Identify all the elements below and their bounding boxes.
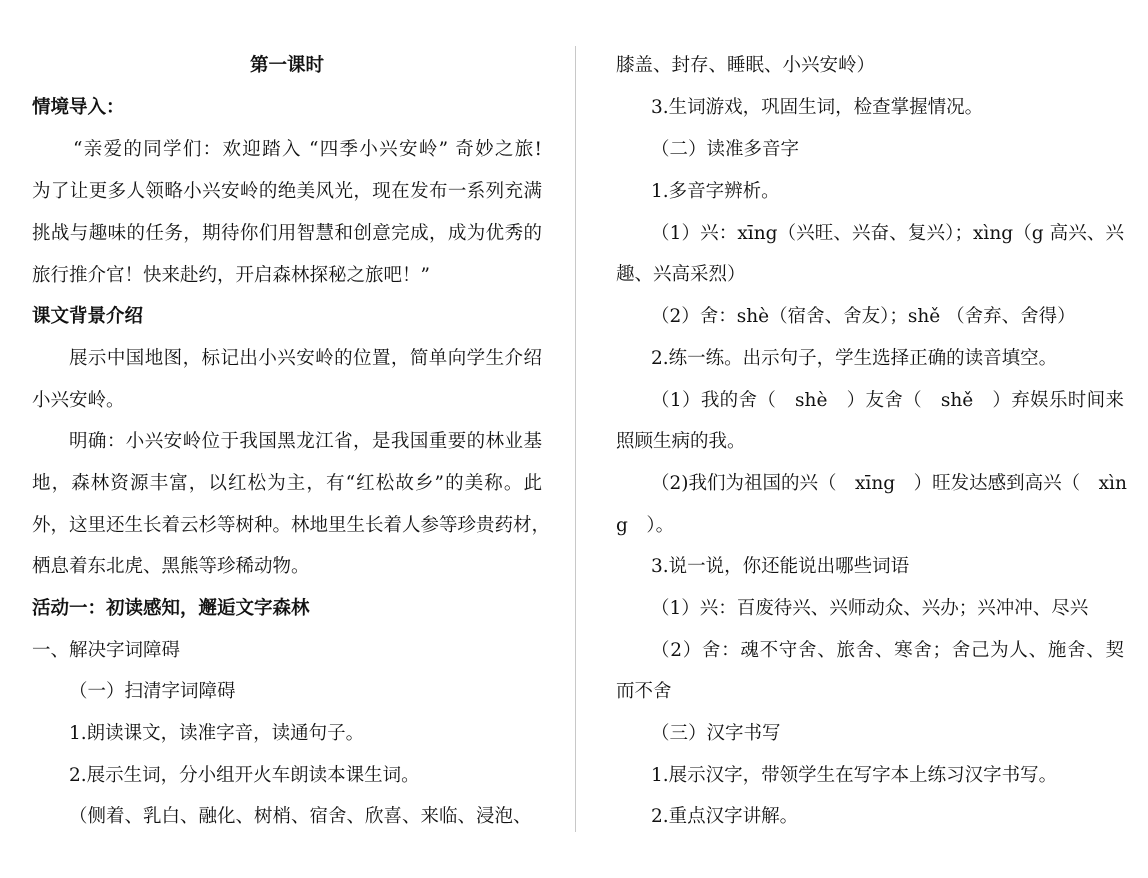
list-item: 2.重点汉字讲解。 — [651, 806, 799, 827]
background-heading: 课文背景介绍 — [32, 306, 144, 327]
list-item: 3.说一说，你还能说出哪些词语 — [651, 556, 910, 577]
word-list-line: （2）舍：魂不守舍、旅舍、寒舍；舍己为人、施舍、契 — [651, 640, 1124, 661]
practice-sentence-line: g ）。 — [616, 515, 675, 536]
section-heading: 一、解决字词障碍 — [32, 640, 181, 661]
subsection-heading: （二）读准多音字 — [651, 139, 800, 160]
activity-heading: 活动一：初读感知，邂逅文字森林 — [32, 598, 310, 619]
subsection-heading: （一）扫清字词障碍 — [69, 681, 236, 702]
clarify-paragraph-line: 栖息着东北虎、黑熊等珍稀动物。 — [32, 556, 310, 577]
polyphone-line: （2）舍：shè（宿舍、舍友）；shě （舍弃、舍得） — [651, 306, 1076, 327]
word-list-line: 而不舍 — [616, 681, 672, 702]
word-list-line: （侧着、乳白、融化、树梢、宿舍、欣喜、来临、浸泡、 — [69, 806, 532, 827]
word-list-line: （1）兴：百废待兴、兴师动众、兴办；兴冲冲、尽兴 — [651, 598, 1089, 619]
list-item: 3.生词游戏，巩固生词，检查掌握情况。 — [651, 97, 984, 118]
practice-sentence-line: 照顾生病的我。 — [616, 431, 746, 452]
intro-heading: 情境导入： — [32, 97, 125, 118]
intro-paragraph-line: 挑战与趣味的任务，期待你们用智慧和创意完成，成为优秀的 — [32, 223, 542, 244]
word-list-line: 膝盖、封存、睡眠、小兴安岭） — [616, 55, 876, 76]
list-item: 1.展示汉字，带领学生在写字本上练习汉字书写。 — [651, 765, 1058, 786]
column-divider — [575, 46, 576, 832]
practice-sentence-line: （2)我们为祖国的兴（ xīng ）旺发达感到高兴（ xìn — [651, 473, 1127, 494]
clarify-paragraph-line: 外，这里还生长着云杉等树种。林地里生长着人参等珍贵药材， — [32, 515, 551, 536]
background-paragraph-line: 小兴安岭。 — [32, 390, 125, 411]
clarify-paragraph-line: 地，森林资源丰富，以红松为主，有“红松故乡”的美称。此 — [32, 473, 542, 494]
intro-paragraph-line: 为了让更多人领略小兴安岭的绝美风光，现在发布一系列充满 — [32, 181, 542, 202]
intro-paragraph-line: 旅行推介官！快来赴约，开启森林探秘之旅吧！” — [32, 265, 430, 286]
background-paragraph-line: 展示中国地图，标记出小兴安岭的位置，简单向学生介绍 — [69, 348, 542, 369]
list-item: 2.练一练。出示句子，学生选择正确的读音填空。 — [651, 348, 1058, 369]
polyphone-line: （1）兴：xīng（兴旺、兴奋、复兴）；xìng（g 高兴、兴 — [651, 223, 1124, 244]
subsection-heading: （三）汉字书写 — [651, 723, 781, 744]
page-title: 第一课时 — [249, 55, 324, 76]
intro-paragraph-line: “亲爱的同学们：欢迎踏入 “四季小兴安岭” 奇妙之旅! — [73, 139, 542, 160]
clarify-paragraph-line: 明确：小兴安岭位于我国黑龙江省，是我国重要的林业基 — [69, 431, 542, 452]
list-item: 1.朗读课文，读准字音，读通句子。 — [69, 723, 365, 744]
list-item: 2.展示生词，分小组开火车朗读本课生词。 — [69, 765, 420, 786]
practice-sentence-line: （1）我的舍（ shè ）友舍（ shě ）弃娱乐时间来 — [651, 390, 1124, 411]
list-item: 1.多音字辨析。 — [651, 181, 780, 202]
polyphone-line: 趣、兴高采烈） — [616, 264, 746, 285]
